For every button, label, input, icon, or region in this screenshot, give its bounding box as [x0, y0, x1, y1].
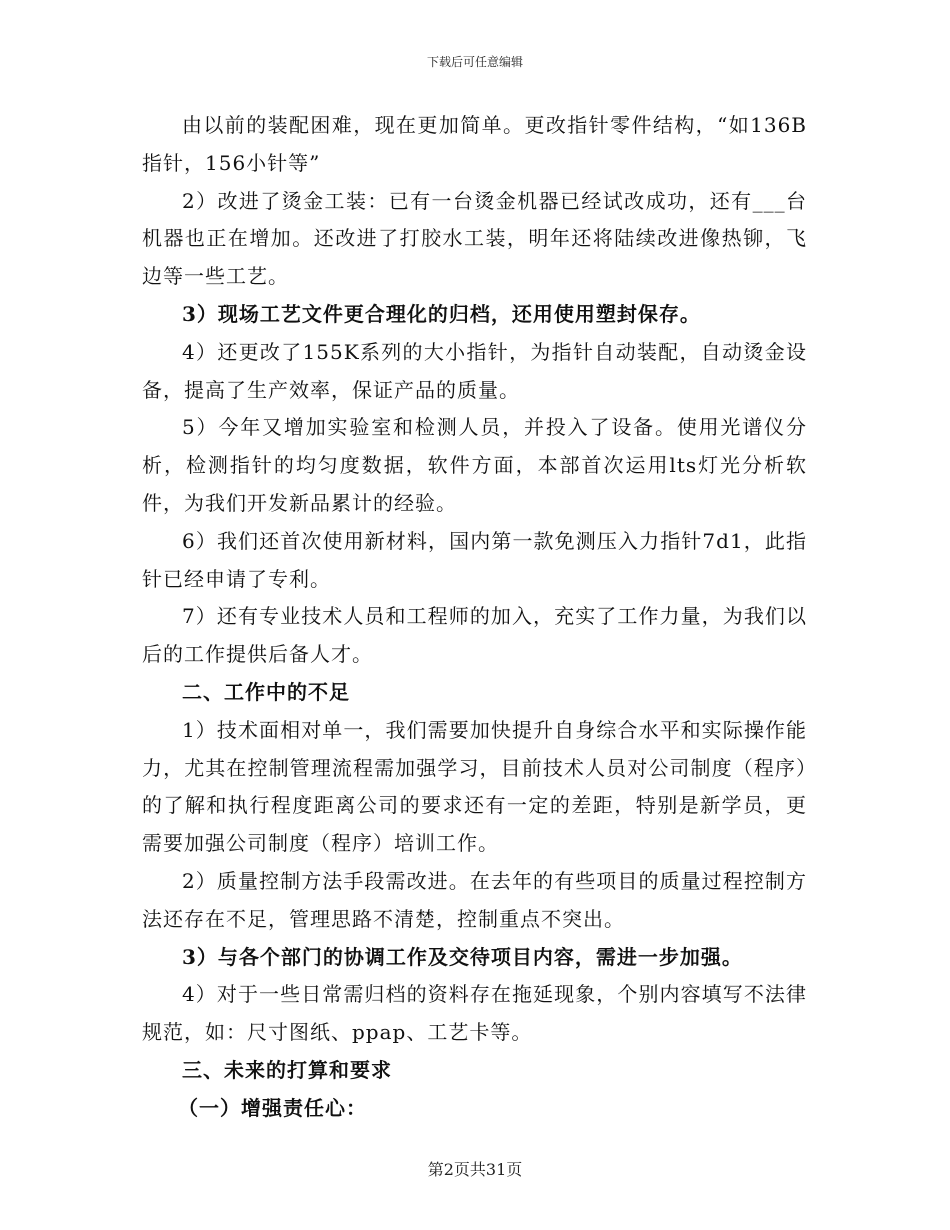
paragraph: 6）我们还首次使用新材料，国内第一款免测压入力指针7d1，此指针已经申请了专利。 — [142, 528, 807, 591]
paragraph-bold: 3）现场工艺文件更合理化的归档，还用使用塑封保存。 — [182, 301, 701, 326]
paragraph: 1）技术面相对单一，我们需要加快提升自身综合水平和实际操作能力，尤其在控制管理流程需加强学习，目前技术人员对公司制度（程序）的了解和执行程度距离公司的要求还有一定的差距，特别是新学员，更需要加强公司制度（程序）培训工作。 — [142, 717, 807, 856]
paragraph: 2）质量控制方法手段需改进。在去年的有些项目的质量过程控制方法还存在不足，管理思路不清楚，控制重点不突出。 — [142, 868, 807, 931]
paragraph: 由以前的装配困难，现在更加简单。更改指针零件结构，“如136B指针，156小针等” — [142, 113, 807, 175]
paragraph-bold: 3）与各个部门的协调工作及交待项目内容，需进一步加强。 — [182, 944, 743, 969]
section-heading: 三、未来的打算和要求 — [182, 1057, 392, 1082]
paragraph: 4）对于一些日常需归档的资料存在拖延现象，个别内容填写不法律规范，如：尺寸图纸、ppap、工艺卡等。 — [142, 982, 807, 1045]
paragraph: 5）今年又增加实验室和检测人员，并投入了设备。使用光谱仪分析，检测指针的均匀度数据，软件方面，本部首次运用lts灯光分析软件，为我们开发新品累计的经验。 — [142, 415, 807, 515]
paragraph: 4）还更改了155K系列的大小指针，为指针自动装配，自动烫金设备，提高了生产效率，保证产品的质量。 — [142, 339, 807, 402]
section-heading: 二、工作中的不足 — [182, 679, 350, 704]
page-header: 下载后可任意编辑 — [426, 55, 523, 69]
document-body — [142, 107, 807, 1128]
paragraph: 2）改进了烫金工装：已有一台烫金机器已经试改成功，还有___台机器也正在增加。还改进了打胶水工装，明年还将陆续改进像热铆，飞边等一些工艺。 — [142, 188, 807, 289]
page-footer: 第2页共31页 — [427, 1160, 523, 1179]
paragraph: 7）还有专业技术人员和工程师的加入，充实了工作力量，为我们以后的工作提供后备人才。 — [142, 604, 807, 667]
subsection-heading: （一）增强责任心： — [178, 1095, 367, 1120]
